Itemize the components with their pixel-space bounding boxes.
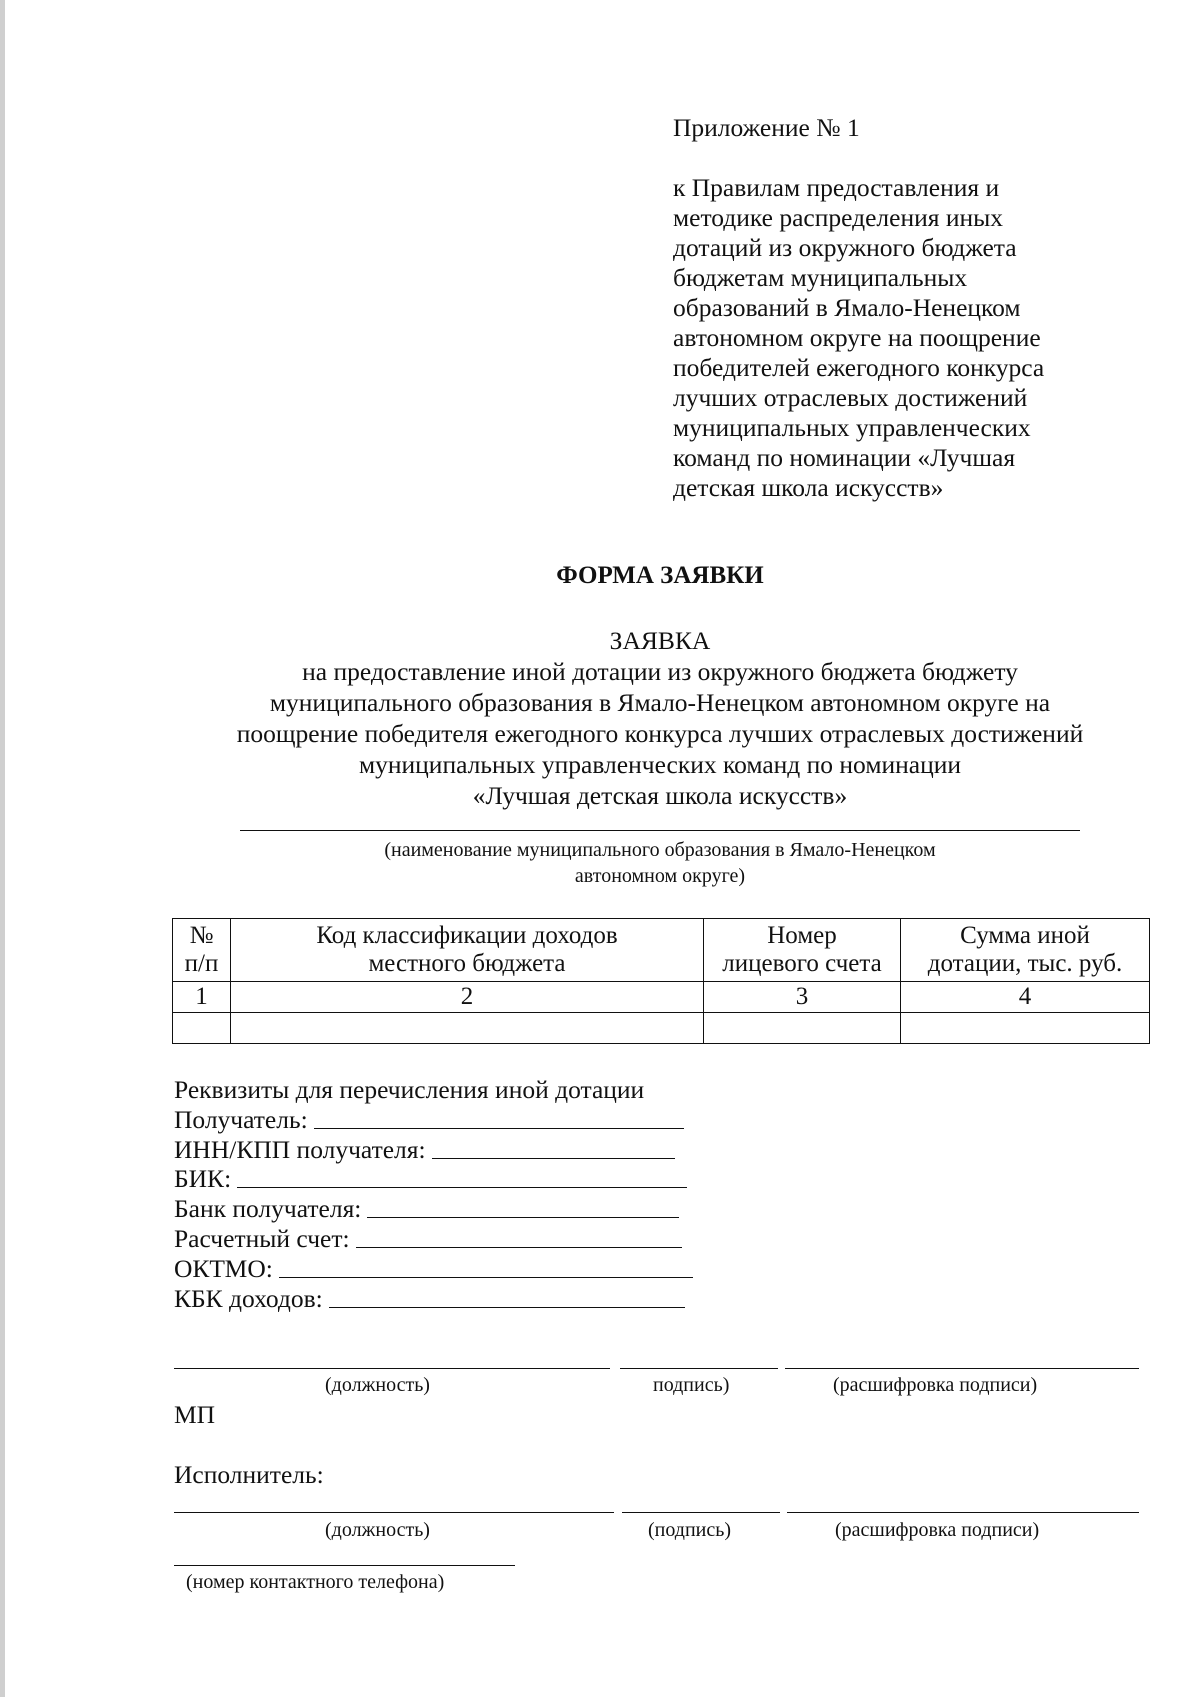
oktmo-label: ОКТМО: — [174, 1253, 273, 1283]
header-cell-subsidy-amount: Сумма иной дотации, тыс. руб. — [901, 919, 1150, 982]
table-cell-empty[interactable] — [901, 1013, 1150, 1044]
bik-label: БИК: — [174, 1164, 232, 1194]
table-column-numbers-row — [173, 982, 1150, 1013]
executor-decoding-caption: (расшифровка подписи) — [835, 1519, 1040, 1541]
appendix-line: детская школа искусств» — [673, 473, 944, 502]
table-cell-empty[interactable] — [231, 1013, 704, 1044]
application-block — [0, 625, 1200, 811]
recipient-label: Получатель: — [174, 1104, 308, 1134]
appendix-line: команд по номинации «Лучшая — [673, 443, 1016, 472]
appendix-line: к Правилам предоставления и — [673, 173, 1000, 202]
executor-decoding-field[interactable] — [787, 1512, 1139, 1513]
signature-decoding-caption: (расшифровка подписи) — [833, 1374, 1038, 1396]
column-number-cell: 4 — [901, 982, 1150, 1013]
application-line: «Лучшая детская школа искусств» — [472, 781, 848, 810]
executor-signature-field[interactable] — [622, 1512, 780, 1513]
table-cell-empty[interactable] — [704, 1013, 901, 1044]
signature-decoding-field[interactable] — [785, 1368, 1139, 1369]
municipality-caption-line: (наименование муниципального образования в Ямало-Ненецком — [384, 839, 936, 861]
column-number-cell: 1 — [173, 982, 231, 1013]
executor-label: Исполнитель: — [174, 1460, 324, 1489]
oktmo-field[interactable] — [279, 1277, 693, 1278]
recipient-field[interactable] — [314, 1128, 684, 1129]
application-line: муниципальных управленческих команд по номинации — [358, 750, 962, 779]
inn-kpp-row — [174, 1135, 693, 1165]
requisites-title: Реквизиты для перечисления иной дотации — [174, 1075, 645, 1104]
header-cell-account-number: Номер лицевого счета — [704, 919, 901, 982]
table-row — [173, 1013, 1150, 1044]
appendix-text — [673, 173, 1153, 503]
budget-table — [172, 918, 1150, 1044]
bik-field[interactable] — [237, 1187, 687, 1188]
appendix-line: автономном округе на поощрение — [673, 323, 1041, 352]
phone-caption: (номер контактного телефона) — [186, 1571, 445, 1593]
inn-kpp-label: ИНН/КПП получателя: — [174, 1134, 426, 1164]
bank-field[interactable] — [367, 1217, 679, 1218]
appendix-line: победителей ежегодного конкурса — [673, 353, 1045, 382]
kbk-label: КБК доходов: — [174, 1283, 323, 1313]
signature-field[interactable] — [620, 1368, 778, 1369]
phone-field[interactable] — [174, 1565, 515, 1566]
appendix-title: Приложение № 1 — [673, 113, 860, 142]
recipient-row — [174, 1105, 693, 1135]
inn-kpp-field[interactable] — [432, 1158, 675, 1159]
application-line: на предоставление иной дотации из окружного бюджета бюджету — [302, 657, 1018, 686]
appendix-line: образований в Ямало-Ненецком — [673, 293, 1021, 322]
requisites-block — [174, 1075, 693, 1313]
appendix-line: бюджетам муниципальных — [673, 263, 968, 292]
kbk-row — [174, 1284, 693, 1314]
bik-row — [174, 1164, 693, 1194]
executor-position-field[interactable] — [174, 1512, 614, 1513]
executor-signature-caption: (подпись) — [648, 1519, 732, 1541]
application-heading: ЗАЯВКА — [609, 626, 711, 655]
bank-row — [174, 1194, 693, 1224]
position-caption: (должность) — [325, 1374, 430, 1396]
table-cell-empty[interactable] — [173, 1013, 231, 1044]
account-label: Расчетный счет: — [174, 1223, 350, 1253]
executor-position-caption: (должность) — [325, 1519, 430, 1541]
table-header-row — [173, 919, 1150, 982]
form-title: ФОРМА ЗАЯВКИ — [556, 562, 764, 589]
appendix-line: методике распределения иных — [673, 203, 1004, 232]
application-line: муниципального образования в Ямало-Ненецком автономном округе на — [269, 688, 1051, 717]
account-field[interactable] — [356, 1247, 682, 1248]
position-field[interactable] — [174, 1368, 610, 1369]
account-row — [174, 1224, 693, 1254]
appendix-line: муниципальных управленческих — [673, 413, 1031, 442]
header-cell-number: № п/п — [173, 919, 231, 982]
bank-label: Банк получателя: — [174, 1194, 362, 1224]
municipality-caption — [0, 837, 1200, 889]
application-line: поощрение победителя ежегодного конкурса лучших отраслевых достижений — [236, 719, 1084, 748]
signature-caption: подпись) — [653, 1374, 730, 1396]
header-cell-income-code: Код классификации доходов местного бюджета — [231, 919, 704, 982]
stamp-label: МП — [174, 1400, 216, 1429]
appendix-block — [673, 113, 1153, 503]
oktmo-row — [174, 1254, 693, 1284]
kbk-field[interactable] — [329, 1307, 685, 1308]
appendix-line: дотаций из окружного бюджета — [673, 233, 1017, 262]
column-number-cell: 3 — [704, 982, 901, 1013]
column-number-cell: 2 — [231, 982, 704, 1013]
municipality-name-field[interactable] — [240, 830, 1080, 831]
appendix-line: лучших отраслевых достижений — [673, 383, 1028, 412]
municipality-caption-line: автономном округе) — [574, 865, 746, 887]
